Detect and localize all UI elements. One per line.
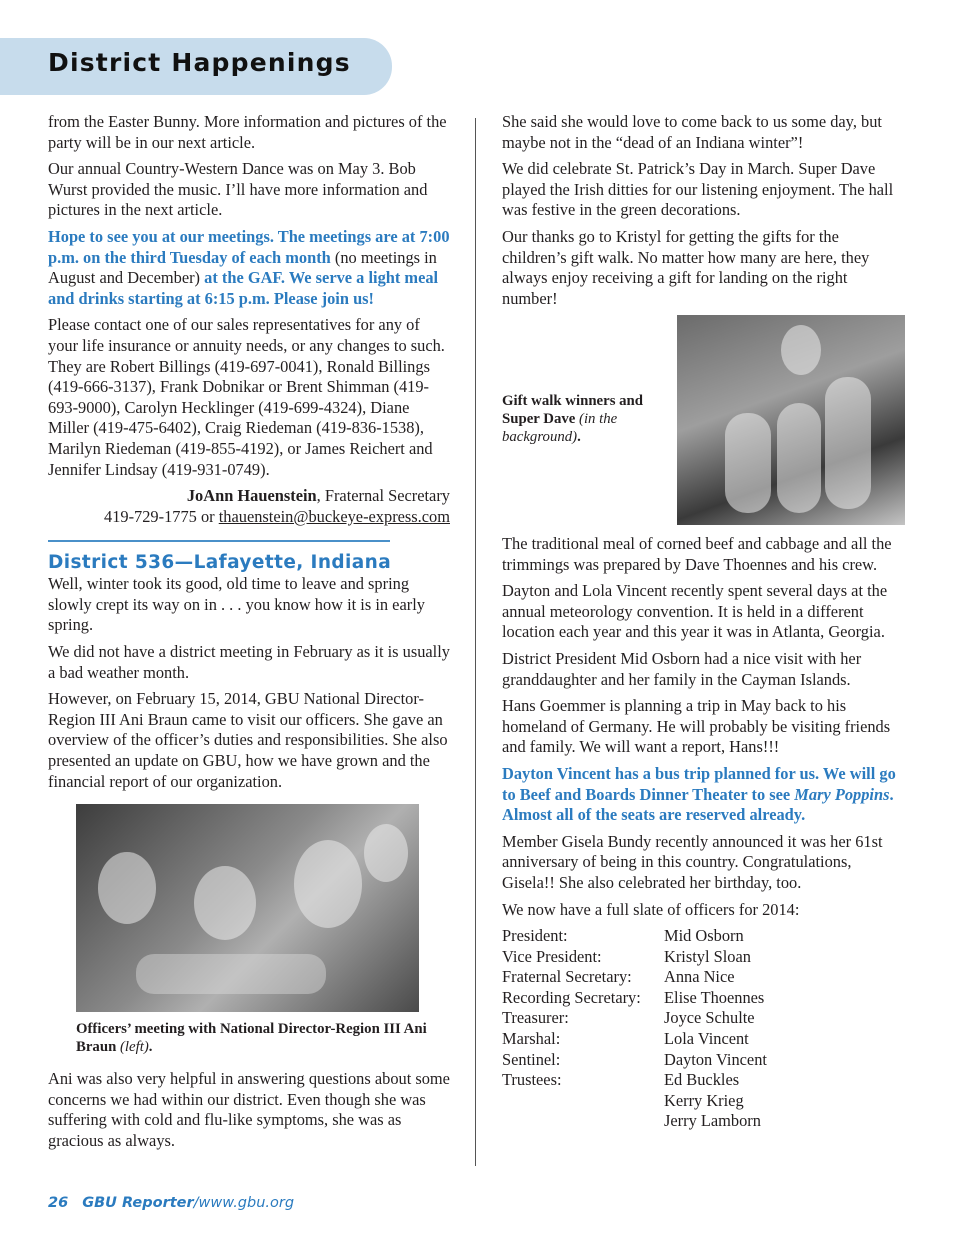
officer-role (502, 1111, 664, 1132)
officer-row (502, 988, 904, 1009)
paragraph: However, on February 15, 2014, GBU National Director-Region III Ani Braun came to visit our officers. She gave an overview of the officer’s duties and responsibilities. She also presented an update on GBU, how we have grown and the financial report of our organization. (48, 689, 448, 791)
photo-figure (777, 403, 821, 513)
officer-role: Fraternal Secretary: (502, 967, 632, 987)
left-column (48, 112, 450, 1158)
officer-name: Ed Buckles (664, 1070, 740, 1090)
paragraph: Our thanks go to Kristyl for getting the gifts for the children’s gift walk. No matter how many are here, they always enjoy receiving a gift for landing on the right number! (502, 226, 870, 308)
meeting-highlight: at the GAF. We serve a light meal and drinks starting at 6:15 p.m. Please join us! (48, 268, 439, 308)
officer-row (502, 1050, 904, 1071)
right-column-lower (502, 534, 904, 1132)
photo-figure (781, 325, 821, 375)
officer-name: Lola Vincent (664, 1029, 749, 1049)
paragraph: She said she would love to come back to us some day, but maybe not in the “dead of an Indiana winter”! (502, 112, 882, 152)
officer-role: President: (502, 926, 568, 946)
photo-figure (725, 413, 771, 513)
email-link[interactable]: thauenstein@buckeye-express.com (218, 506, 450, 526)
section-rule (48, 540, 390, 542)
paragraph: Dayton and Lola Vincent recently spent several days at the annual meteorology convention. It is held in a different location each year and this year it was in Atlanta, Georgia. (502, 581, 888, 642)
caption-text: Gift walk winners and Super Dave (502, 393, 644, 427)
officer-name: Anna Nice (664, 967, 735, 987)
officer-name: Kristyl Sloan (664, 946, 751, 966)
officer-role: Treasurer: (502, 1008, 569, 1028)
officer-role: Vice President: (502, 946, 602, 966)
photo-caption (502, 392, 662, 446)
caption-text: Officers’ meeting with National Director-Region III Ani Braun (76, 1021, 427, 1056)
officer-role (502, 1091, 664, 1112)
officer-row (502, 1029, 904, 1050)
photo-figure (364, 824, 408, 882)
district-heading: District 536—Lafayette, Indiana (48, 552, 392, 574)
show-title: Mary Poppins (794, 784, 890, 804)
officer-row (502, 1111, 904, 1132)
paragraph: Our annual Country-Western Dance was on May 3. Bob Wurst provided the music. I’ll have more information and pictures in the next article. (48, 159, 428, 220)
photo-figure (825, 377, 871, 509)
photo-figure (98, 852, 156, 924)
right-column (502, 112, 904, 1172)
signature-title: , Fraternal Secretary (316, 486, 450, 506)
trip-announcement (502, 764, 904, 826)
meeting-announcement (48, 227, 450, 309)
photo-table (136, 954, 326, 994)
paragraph: Hans Goemmer is planning a trip in May back to his homeland of Germany. He will probably be visiting friends and family. We will want a report, Hans!!! (502, 696, 891, 757)
caption-italic: (in the background) (502, 411, 618, 445)
officer-name: Kerry Krieg (664, 1090, 744, 1110)
trip-highlight: . Almost all of the seats are reserved already. (502, 784, 894, 825)
publication-name: GBU Reporter (82, 1195, 194, 1211)
paragraph: We did not have a district meeting in February as it is usually a bad weather month. (48, 642, 450, 682)
photo-figure (194, 866, 256, 940)
officer-row (502, 1070, 904, 1091)
photo-figure (294, 840, 362, 928)
paragraph: from the Easter Bunny. More information and pictures of the party will be in our next article. (48, 112, 447, 152)
column-divider (475, 118, 476, 1166)
officer-row (502, 1091, 904, 1112)
section-title: District Happenings (48, 48, 351, 77)
signature (48, 486, 450, 507)
officer-role: Recording Secretary: (502, 987, 641, 1007)
signature-name: JoAnn Hauenstein (186, 486, 317, 506)
officer-name: Dayton Vincent (664, 1049, 767, 1069)
caption-italic: (left) (120, 1039, 149, 1056)
paragraph: District President Mid Osborn had a nice visit with her granddaughter and her family in the Cayman Islands. (502, 648, 862, 689)
officer-row (502, 947, 904, 968)
paragraph: Member Gisela Bundy recently announced it was her 61st anniversary of being in this country. Congratulations, Gisela!! She also celebrated her birthday, too. (502, 831, 883, 892)
caption-end: . (148, 1039, 153, 1056)
officer-row (502, 967, 904, 988)
officer-role: Marshal: (502, 1029, 561, 1049)
officers-meeting-photo (76, 804, 419, 1012)
paragraph: The traditional meal of corned beef and cabbage and all the trimmings was prepared by Dave Thoennes and his crew. (502, 534, 892, 574)
officer-row (502, 926, 904, 947)
officer-name: Joyce Schulte (664, 1008, 755, 1028)
officer-row (502, 1008, 904, 1029)
officer-name: Mid Osborn (664, 926, 744, 946)
trip-highlight: Dayton Vincent has a bus trip planned for us. We will go to Beef and Boards Dinner Theater to see (502, 763, 896, 804)
signature-contact (48, 507, 450, 528)
caption-end: . (577, 429, 581, 445)
signature-phone: 419-729-1775 or (104, 506, 219, 526)
paragraph: We now have a full slate of officers for 2014: (502, 899, 800, 919)
page-footer (48, 1195, 294, 1211)
paragraph: Well, winter took its good, old time to leave and spring slowly crept its way on in . . . you know how it is in early spring. (48, 574, 425, 635)
officer-name: Jerry Lamborn (664, 1111, 761, 1131)
gift-walk-photo (677, 315, 905, 525)
page-number: 26 (48, 1195, 69, 1211)
meeting-note: (no meetings in August and December) (48, 247, 437, 288)
paragraph: Ani was also very helpful in answering questions about some concerns we had within our district. Even though she was suffering with cold and flu-like symptoms, she was as gracious as always. (48, 1069, 450, 1150)
paragraph: We did celebrate St. Patrick’s Day in March. Super Dave played the Irish ditties for our listening enjoyment. The hall was festive in the green decorations. (502, 159, 894, 220)
paragraph: Please contact one of our sales representatives for any of your life insurance or annuity needs, or any changes to such. They are Robert Billings (419-697-0041), Ronald Billings (419-666-3137), Frank Dobnikar or Brent Shimman (419-693-9000), Carolyn Hecklinger (419-699-4324), Diane Miller (419-475-6402), Craig Riedeman (419-836-1538), Marilyn Riedeman (419-855-4192), or James Reichert and Jennifer Lindsay (419-931-0749). (48, 315, 445, 479)
officer-role: Sentinel: (502, 1049, 561, 1069)
officer-name: Elise Thoennes (664, 987, 765, 1007)
photo-caption (76, 1020, 450, 1056)
website-link[interactable]: /www.gbu.org (193, 1195, 295, 1211)
meeting-highlight: Hope to see you at our meetings. The meetings are at 7:00 p.m. on the third Tuesday of each month (48, 226, 450, 267)
officer-role: Trustees: (502, 1070, 562, 1090)
officers-list (502, 926, 904, 1132)
